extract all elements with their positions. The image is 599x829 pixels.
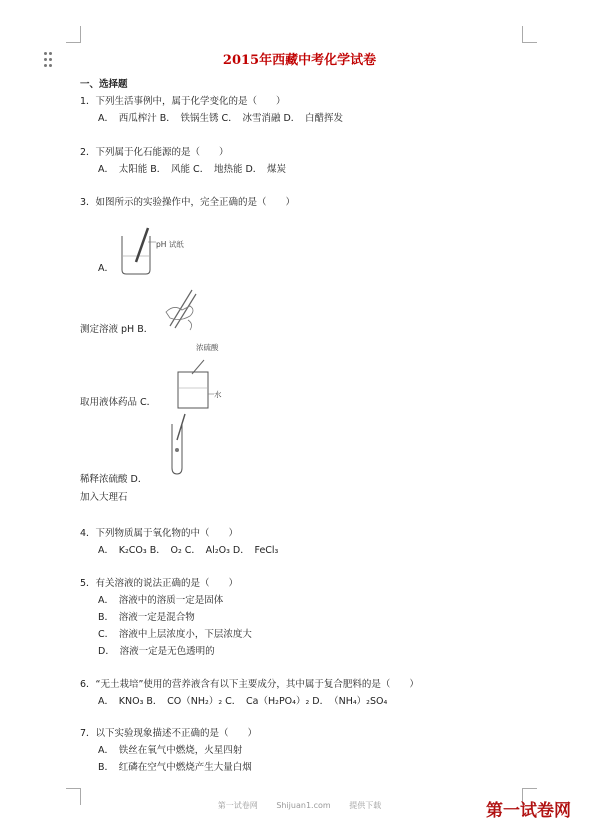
question-3-line-c: 取用液体药品 C．: [80, 397, 157, 408]
question-5-option-a: A． 溶液中的溶质一定是固体: [98, 595, 224, 606]
question-1-stem: 1．下列生活事例中，属于化学变化的是（ ）: [80, 96, 286, 107]
document-title: 2015年西藏中考化学试卷: [222, 53, 377, 68]
site-watermark-logo: 第一试卷网: [486, 801, 571, 821]
question-2-stem: 2．下列属于化石能源的是（ ）: [80, 147, 229, 158]
footer-right: 提供下载: [349, 801, 382, 810]
marble-test-tube-figure: [160, 410, 194, 476]
question-7-option-a: A． 铁丝在氧气中燃烧，火星四射: [98, 745, 243, 756]
question-4-stem: 4．下列物质属于氧化物的中（ ）: [80, 528, 239, 539]
footer-left: 第一试卷网: [217, 801, 258, 810]
question-3-line-b: 测定溶液 pH B．: [80, 324, 154, 335]
question-5-stem: 5．有关溶液的说法正确的是（ ）: [80, 578, 239, 589]
question-2-options: A． 太阳能 B． 风能 C． 地热能 D． 煤炭: [98, 164, 287, 175]
question-3-stem: 3．如图所示的实验操作中，完全正确的是（ ）: [80, 197, 296, 208]
test-tube-pouring-figure: [160, 282, 208, 332]
ph-paper-label: pH 试纸: [156, 240, 184, 249]
question-7-stem: 7．以下实验现象描述不正确的是（ ）: [80, 728, 258, 739]
question-4-options: A． K₂CO₃ B． O₂ C． Al₂O₃ D． FeCl₃: [98, 545, 279, 556]
margin-corner-top-right: [522, 26, 537, 43]
question-6-stem: 6．“无土栽培”使用的营养液含有以下主要成分，其中属于复合肥料的是（ ）: [80, 679, 419, 690]
question-5-option-c: C． 溶液中上层浓度小，下层浓度大: [98, 629, 252, 640]
margin-corner-top-left: [66, 26, 81, 43]
question-7-option-b: B． 红磷在空气中燃烧产生大量白烟: [98, 762, 252, 773]
question-1-options: A． 西瓜榨汁 B． 铁锅生锈 C． 冰雪消融 D． 白醋挥发: [98, 113, 344, 124]
question-3-label-a: A．: [98, 263, 114, 274]
question-3-line-e: 加入大理石: [80, 492, 128, 503]
acid-label: 浓硫酸: [196, 343, 219, 352]
water-label: 水: [214, 390, 222, 399]
question-5-option-d: D． 溶液一定是无色透明的: [98, 646, 215, 657]
question-5-option-b: B． 溶液一定是混合物: [98, 612, 195, 623]
section-heading: 一、选择题: [80, 79, 128, 90]
footer-mid[interactable]: Shijuan1.com: [276, 801, 331, 810]
ph-test-beaker-figure: [112, 222, 192, 276]
dilute-acid-figure: [168, 340, 238, 412]
question-3-line-d: 稀释浓硫酸 D．: [80, 474, 148, 485]
question-6-options: A． KNO₃ B． CO（NH₂）₂ C． Ca（H₂PO₄）₂ D． （NH₄）₂SO₄: [98, 696, 388, 707]
